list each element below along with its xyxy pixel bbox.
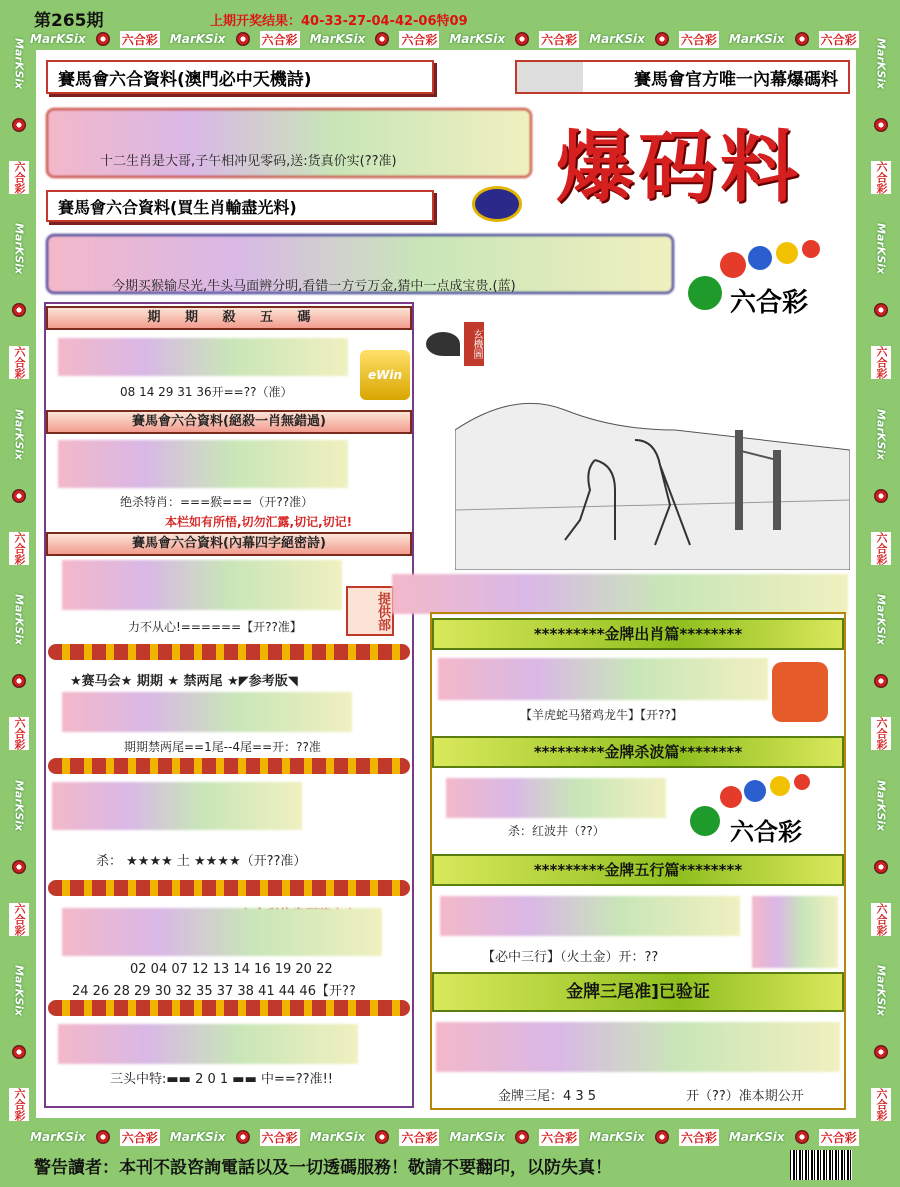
gold-tail-text: 金牌三尾：4 3 5 xyxy=(498,1089,597,1104)
title-kill-zodiac: 賽馬會六合資料(絕殺一肖無錯過) xyxy=(46,410,412,434)
flower-icon xyxy=(874,489,888,503)
crane-illustration xyxy=(455,390,850,570)
bottom-border xyxy=(30,1124,870,1150)
flower-icon xyxy=(12,118,26,132)
gold-tail-status: 开（??）准本期公开 xyxy=(686,1089,804,1104)
blur-3 xyxy=(62,560,342,610)
marksix-label: MarKSix xyxy=(874,223,888,275)
kill-zodiac-text: 绝杀特肖：===猴===（开??准） xyxy=(120,495,314,509)
liuhecai-label: 六合彩 xyxy=(680,32,717,47)
flower-icon xyxy=(12,489,26,503)
liuhecai-label: 六合彩 xyxy=(121,1130,158,1145)
liuhecai-label: 六合彩 xyxy=(820,1130,857,1145)
marksix-label: MarKSix xyxy=(874,37,888,89)
flower-icon xyxy=(12,674,26,688)
liuhecai-label: 六合彩 xyxy=(401,32,438,47)
gold-wave-text: 杀：红波井（??） xyxy=(508,824,605,838)
liuhecai-label: 六合彩 xyxy=(680,1130,717,1145)
last-result: 上期开奖结果：40-33-27-04-42-06特09 xyxy=(210,14,468,29)
liuhecai-label: 六合彩 xyxy=(9,346,29,379)
numbers-row-2: 24 26 28 29 30 32 35 37 38 41 44 46【开?? xyxy=(72,984,356,999)
top-border xyxy=(30,26,870,52)
gold-zodiac-text: 【羊虎蛇马猪鸡龙牛】【开??】 xyxy=(520,708,683,722)
ban-tail-title: ★赛马会★ 期期 ★ 禁两尾 ★◤参考版◥ xyxy=(70,674,298,689)
flower-icon xyxy=(515,1130,529,1144)
flower-icon xyxy=(96,32,110,46)
liuhecai-label: 六合彩 xyxy=(261,1130,298,1145)
marksix-label: MarKSix xyxy=(30,1130,86,1144)
marksix-label: MarKSix xyxy=(874,779,888,831)
flower-icon xyxy=(874,303,888,317)
marksix-label: MarKSix xyxy=(589,1130,645,1144)
marksix-label: MarKSix xyxy=(728,32,785,46)
marksix-label: MarKSix xyxy=(12,223,26,275)
footer-warning: 警告讀者：本刊不設咨詢電話以及一切透碼服務！敬請不要翻印，以防失真！ xyxy=(34,1158,612,1178)
flower-icon xyxy=(375,32,389,46)
flower-icon xyxy=(375,1130,389,1144)
headline-2: 賽馬會六合資料(買生肖輸盡光料) xyxy=(46,190,434,222)
gold-zodiac-header: *********金牌出肖篇******** xyxy=(432,618,844,650)
flower-icon xyxy=(12,1045,26,1059)
blur-8 xyxy=(392,574,848,614)
monkey-text: 今期买猴输尽光,牛头马面辨分明,看错一方亏万金,猜中一点成宝贵.(蓝) xyxy=(112,279,516,294)
flower-icon xyxy=(515,32,529,46)
blur-7 xyxy=(58,1024,358,1064)
liuhecai-label: 六合彩 xyxy=(871,532,891,565)
liuhecai-label: 六合彩 xyxy=(9,1088,29,1121)
liuhecai-logo-2-icon: 六合彩 xyxy=(686,772,846,844)
kill-zodiac-note: 本栏如有所悟,切勿汇露,切记,切记! xyxy=(165,515,353,529)
horse-logo-icon xyxy=(472,186,522,222)
blur-1 xyxy=(58,338,348,376)
liuhecai-label: 六合彩 xyxy=(871,903,891,936)
flower-icon xyxy=(655,1130,669,1144)
left-border xyxy=(6,28,32,1131)
official-banner: 賽馬會官方唯一內幕爆碼料 xyxy=(515,60,850,94)
hand-icon xyxy=(772,662,828,722)
gold-wave-header: *********金牌杀波篇******** xyxy=(432,736,844,768)
three-head-text: 三头中特:▬▬ 2 0 1 ▬▬ 中==??准!! xyxy=(110,1072,333,1087)
marksix-label: MarKSix xyxy=(12,408,26,460)
liuhecai-label: 六合彩 xyxy=(9,717,29,750)
marksix-label: MarKSix xyxy=(874,594,888,646)
liuhecai-label: 六合彩 xyxy=(871,346,891,379)
flower-icon xyxy=(236,1130,250,1144)
marksix-label: MarKSix xyxy=(309,1130,366,1144)
main-title: 爆码料 xyxy=(556,122,803,213)
gold-element-header: *********金牌五行篇******** xyxy=(432,854,844,886)
title-four-char: 賽馬會六合資料(內幕四字絕密詩) xyxy=(46,532,412,556)
blur-10 xyxy=(446,778,666,818)
right-border xyxy=(868,28,894,1131)
liuhecai-label: 六合彩 xyxy=(121,32,158,47)
blur-2 xyxy=(58,440,348,488)
marksix-label: MarKSix xyxy=(169,32,226,46)
title-kill-five: 期 期 殺 五 碼 xyxy=(46,306,412,330)
marksix-label: MarKSix xyxy=(309,32,366,46)
flower-icon xyxy=(795,32,809,46)
marksix-label: MarKSix xyxy=(449,1130,506,1144)
gold-tail-header: 金牌三尾准]已验证 xyxy=(432,972,844,1012)
flower-icon xyxy=(795,1130,809,1144)
blur-9 xyxy=(438,658,768,700)
marksix-label: MarKSix xyxy=(874,964,888,1017)
flower-icon xyxy=(874,860,888,874)
blur-12 xyxy=(752,896,838,968)
divider-3 xyxy=(48,880,410,896)
liuhecai-label: 六合彩 xyxy=(871,717,891,750)
liuhecai-label: 六合彩 xyxy=(401,1130,438,1145)
numbers-row-1: 02 04 07 12 13 14 16 19 20 22 xyxy=(130,962,333,977)
marksix-label: MarKSix xyxy=(589,32,645,46)
marksix-label: MarKSix xyxy=(12,594,26,646)
provider-stamp: 提供部 xyxy=(346,586,394,636)
blur-13 xyxy=(436,1022,840,1072)
kill-five-numbers: 08 14 29 31 36开==??（准） xyxy=(120,385,293,399)
marksix-label: MarKSix xyxy=(12,37,26,89)
flower-icon xyxy=(236,32,250,46)
divider-2 xyxy=(48,758,410,774)
mystery-chart-label: 玄機圖 xyxy=(426,322,516,366)
flower-icon xyxy=(874,118,888,132)
liuhecai-label: 六合彩 xyxy=(541,32,578,47)
headline-1: 賽馬會六合資料(澳門必中天機詩) xyxy=(46,60,434,94)
four-char-text: 力不从心!======【开??准】 xyxy=(128,620,302,634)
flower-icon xyxy=(12,860,26,874)
blur-4 xyxy=(62,692,352,732)
marksix-label: MarKSix xyxy=(874,408,888,460)
flower-icon xyxy=(874,1045,888,1059)
divider-4 xyxy=(48,1000,410,1016)
liuhecai-label: 六合彩 xyxy=(9,532,29,565)
barcode-icon xyxy=(790,1150,852,1180)
flower-icon xyxy=(96,1130,110,1144)
marksix-label: MarKSix xyxy=(728,1130,785,1144)
marksix-label: MarKSix xyxy=(12,964,26,1017)
blur-5 xyxy=(52,782,302,830)
divider-1 xyxy=(48,644,410,660)
blur-11 xyxy=(440,896,740,936)
blur-6 xyxy=(62,908,382,956)
marksix-label: MarKSix xyxy=(30,32,86,46)
wave-text: 杀： ★★★★ 土 ★★★★（开??准） xyxy=(96,854,307,869)
zodiac-text: 十二生肖是大哥,子午相冲见零码,送:货真价实(??准) xyxy=(100,154,397,169)
issue-number: 第265期 xyxy=(34,11,104,31)
marksix-label: MarKSix xyxy=(169,1130,226,1144)
liuhecai-label: 六合彩 xyxy=(820,32,857,47)
liuhecai-label: 六合彩 xyxy=(871,1088,891,1121)
liuhecai-label: 六合彩 xyxy=(9,161,29,194)
flower-icon xyxy=(874,674,888,688)
marksix-label: MarKSix xyxy=(12,779,26,831)
liuhecai-label: 六合彩 xyxy=(541,1130,578,1145)
flower-icon xyxy=(12,303,26,317)
gold-element-text: 【必中三行】（火土金）开：?? xyxy=(482,950,659,965)
ewin-logo-icon: eWin xyxy=(360,350,410,400)
ban-tail-text: 期期禁两尾==1尾--4尾==开：??准 xyxy=(124,740,321,754)
flower-icon xyxy=(655,32,669,46)
liuhecai-label: 六合彩 xyxy=(9,903,29,936)
liuhecai-logo-icon: 六合彩 xyxy=(684,240,844,320)
marksix-label: MarKSix xyxy=(449,32,506,46)
liuhecai-label: 六合彩 xyxy=(871,161,891,194)
liuhecai-label: 六合彩 xyxy=(261,32,298,47)
